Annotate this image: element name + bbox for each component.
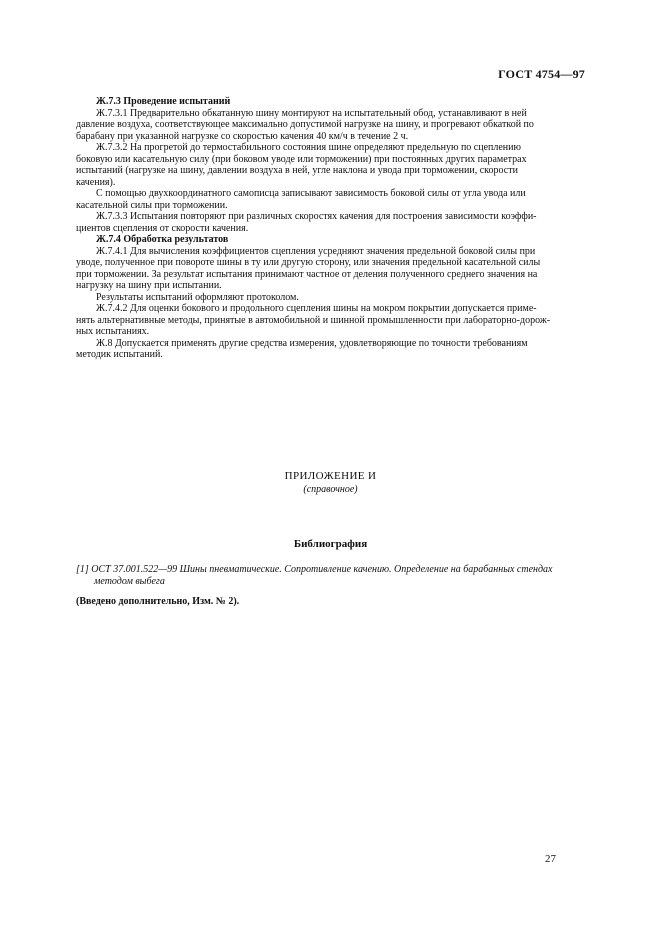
bibliography-entry-line: методом выбега <box>94 575 165 587</box>
paragraph-line: Результаты испытаний оформляют протоколом. <box>96 291 299 303</box>
paragraph-line: уводе, полученное при повороте шины в ту или другую сторону, или значения предельной касательной силы <box>76 257 541 268</box>
paragraph-line: Ж.7.4.2 Для оценки бокового и продольного сцепления шины на мокром покрытии допускается приме- <box>96 303 537 314</box>
paragraph-line: давление воздуха, соответствующее максимально допустимой нагрузке на шину, и прогревают обкаткой по <box>76 119 534 130</box>
paragraph-line: ных испытаниях. <box>76 326 150 337</box>
section-heading-zh74: Ж.7.4 Обработка результатов <box>96 234 229 245</box>
paragraph-line: испытаний (нагрузке на шину, давлении воздуха в ней, угле наклона и увода при торможении, скорости <box>76 165 518 176</box>
paragraph-line: касательной силы при торможении. <box>76 199 228 211</box>
document-code-header: ГОСТ 4754—97 <box>498 67 585 81</box>
paragraph-line: Ж.7.3.3 Испытания повторяют при различных скоростях качения для построения зависимости коэффи- <box>96 211 537 222</box>
paragraph-line: методик испытаний. <box>76 349 163 360</box>
appendix-title: ПРИЛОЖЕНИЕ И <box>284 470 377 482</box>
bibliography-title: Библиография <box>293 538 368 550</box>
page-number: 27 <box>545 853 556 865</box>
paragraph-line: нять альтернативные методы, принятые в автомобильной и шинной промышленности при лабораторно-дорож- <box>76 314 551 326</box>
paragraph-line: Ж.7.4.1 Для вычисления коэффициентов сцепления усредняют значения предельной боковой силы при <box>96 245 536 257</box>
paragraph-line: барабану при указанной нагрузке со скоростью качения 40 км/ч в течение 2 ч. <box>76 130 409 142</box>
bibliography-entry-line: [1] ОСТ 37.001.522—99 Шины пневматические. Сопротивление качению. Определение на барабанных стендах <box>76 564 553 575</box>
body-text <box>76 96 603 361</box>
bibliography-entry <box>76 564 586 587</box>
paragraph-line: качения). <box>76 176 116 188</box>
paragraph-line: Ж.7.3.2 На прогретой до термостабильного состояния шине определяют предельную по сцеплению <box>96 142 521 153</box>
paragraph-line: циентов сцепления от скорости качения. <box>76 222 249 234</box>
amendment-note: (Введено дополнительно, Изм. № 2). <box>76 596 240 607</box>
paragraph-line: боковую или касательную силу (при боковом уводе или торможении) при постоянных других параметрах <box>76 153 527 165</box>
paragraph-line: Ж.8 Допускается применять другие средства измерения, удовлетворяющие по точности требованиям <box>96 337 528 349</box>
paragraph-line: при торможении. За результат испытания принимают частное от деления полученного среднего значения на <box>76 268 538 280</box>
appendix-subtitle: (справочное) <box>303 484 358 495</box>
paragraph-line: нагрузку на шину при испытании. <box>76 280 222 291</box>
section-heading-zh73: Ж.7.3 Проведение испытаний <box>96 96 231 107</box>
paragraph-line: Ж.7.3.1 Предварительно обкатанную шину монтируют на испытательный обод, устанавливают в ней <box>96 107 527 119</box>
bibliography-list <box>76 564 586 587</box>
paragraph-line: С помощью двухкоординатного самописца записывают зависимость боковой силы от угла увода или <box>96 188 526 199</box>
